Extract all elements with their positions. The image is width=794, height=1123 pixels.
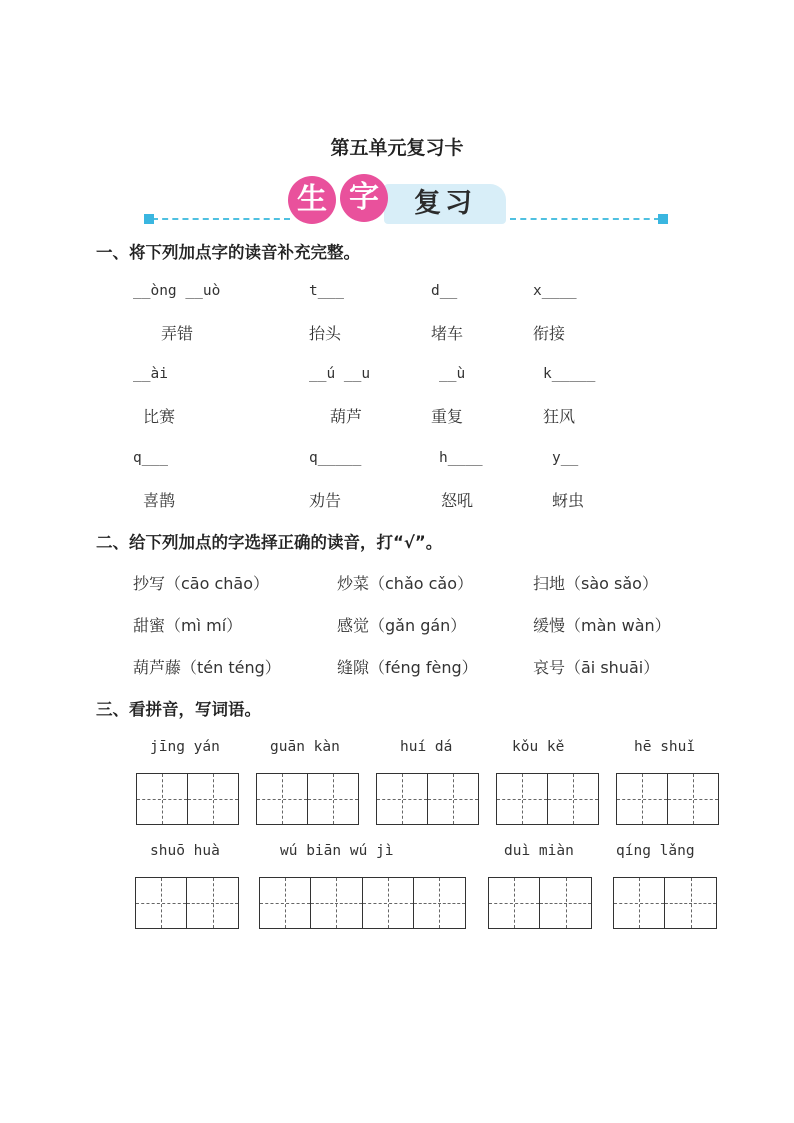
- choice-item: 哀号（āi shuāi）: [533, 658, 660, 677]
- word: 重复: [431, 407, 464, 426]
- writing-grid[interactable]: [376, 773, 479, 825]
- writing-grid[interactable]: [259, 877, 466, 929]
- page-title: 第五单元复习卡: [330, 137, 464, 159]
- choice-item: 缝隙（féng fèng）: [337, 658, 478, 677]
- word: 蚜虫: [552, 491, 585, 510]
- pinyin-blank: q___: [133, 450, 168, 466]
- banner-divider-left: [152, 218, 290, 220]
- writing-grid[interactable]: [616, 773, 719, 825]
- choice-item: 抄写（cāo chāo）: [133, 574, 270, 593]
- choice-item: 葫芦藤（tén téng）: [133, 658, 281, 677]
- pinyin-prompt: wú biān wú jì: [280, 843, 394, 859]
- pinyin-blank: h____: [439, 450, 483, 466]
- choice-item: 缓慢（màn wàn）: [533, 616, 671, 635]
- pinyin-prompt: shuō huà: [150, 843, 220, 859]
- section2-heading: 二、给下列加点的字选择正确的读音，打“√”。: [96, 533, 443, 552]
- pinyin-blank: __ú __u: [309, 366, 371, 382]
- writing-grid[interactable]: [256, 773, 359, 825]
- pinyin-prompt: huí dá: [400, 739, 453, 755]
- pinyin-blank: __òng __uò: [133, 283, 221, 299]
- word: 劝告: [309, 491, 342, 510]
- word: 堵车: [431, 324, 464, 343]
- pinyin-prompt: qíng lǎng: [616, 843, 695, 859]
- pinyin-blank: __ài: [133, 366, 168, 382]
- writing-grid[interactable]: [613, 877, 717, 929]
- word: 怒吼: [441, 491, 474, 510]
- pinyin-blank: d__: [431, 283, 458, 299]
- writing-grid[interactable]: [488, 877, 592, 929]
- pinyin-blank: k_____: [543, 366, 596, 382]
- choice-item: 甜蜜（mì mí）: [133, 616, 243, 635]
- pinyin-prompt: jīng yán: [150, 739, 220, 755]
- writing-grid[interactable]: [136, 773, 239, 825]
- pinyin-blank: y__: [552, 450, 579, 466]
- pinyin-prompt: duì miàn: [504, 843, 574, 859]
- banner-divider-right: [510, 218, 660, 220]
- pinyin-blank: x____: [533, 283, 577, 299]
- word: 葫芦: [330, 407, 363, 426]
- banner-tag-review: 复习: [384, 184, 506, 224]
- pinyin-blank: __ù: [439, 366, 466, 382]
- banner-square-right: [658, 214, 668, 224]
- word: 比赛: [143, 407, 176, 426]
- writing-grid[interactable]: [135, 877, 239, 929]
- banner-square-left: [144, 214, 154, 224]
- word: 衔接: [533, 324, 566, 343]
- pinyin-prompt: kǒu kě: [512, 739, 565, 755]
- choice-item: 感觉（gǎn gán）: [337, 616, 467, 635]
- pinyin-prompt: hē shuǐ: [634, 739, 696, 755]
- banner-circle-zi: 字: [340, 174, 388, 222]
- pinyin-blank: q_____: [309, 450, 362, 466]
- word: 狂风: [543, 407, 576, 426]
- section3-heading: 三、看拼音，写词语。: [96, 700, 261, 719]
- banner-circle-sheng: 生: [288, 176, 336, 224]
- choice-item: 扫地（sào sǎo）: [533, 574, 658, 593]
- writing-grid[interactable]: [496, 773, 599, 825]
- section1-heading: 一、将下列加点字的读音补充完整。: [96, 243, 360, 262]
- word: 喜鹊: [143, 491, 176, 510]
- choice-item: 炒菜（chǎo cǎo）: [337, 574, 474, 593]
- word: 弄错: [161, 324, 194, 343]
- pinyin-blank: t___: [309, 283, 344, 299]
- word: 抬头: [309, 324, 342, 343]
- pinyin-prompt: guān kàn: [270, 739, 340, 755]
